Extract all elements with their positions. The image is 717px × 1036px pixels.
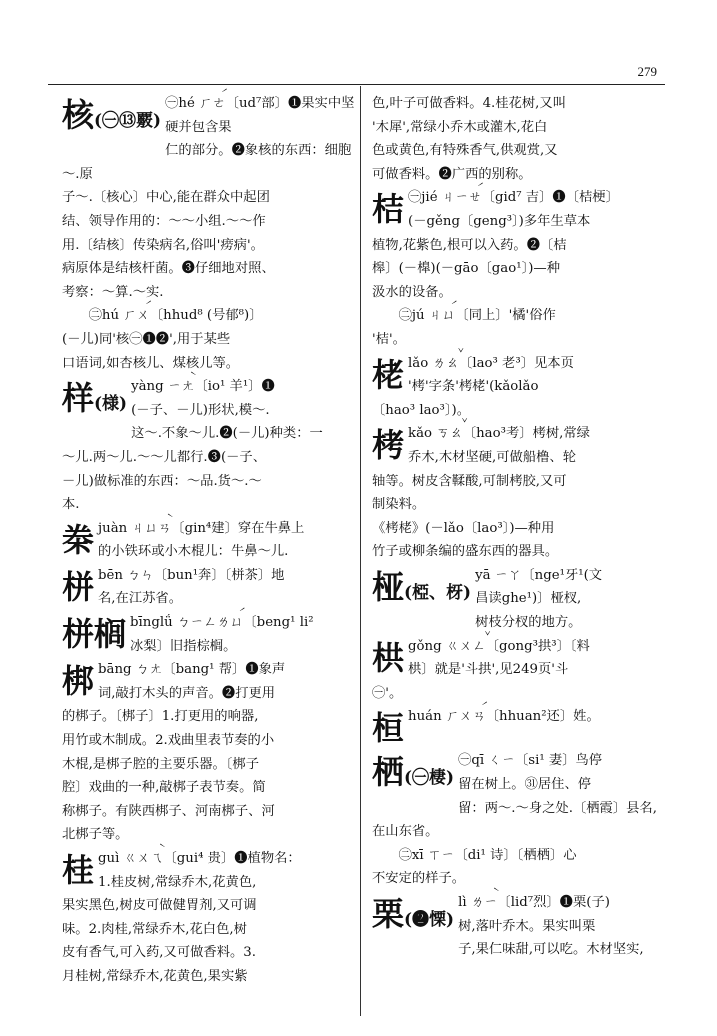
headword: 栟榈: [62, 615, 127, 654]
entry-line: juàn ㄐㄩㄢ̀〔gin⁴建〕穿在牛鼻上: [98, 520, 305, 536]
entry-line: ㊀'。: [372, 685, 403, 701]
entry-line: 病原体是结核杆菌。❸仔细地对照、: [62, 261, 275, 277]
headword-variant: (❷慄): [404, 910, 455, 930]
dictionary-entry: [62, 847, 356, 989]
entry-line: 在山东省。: [372, 824, 439, 840]
entry-line: 轴等。树皮含鞣酸,可制栲胶,又可: [372, 473, 567, 489]
entry-line: 可做香料。❷广西的别称。: [372, 166, 532, 182]
dictionary-entry: [62, 92, 356, 304]
entry-line: guì ㄍㄨㄟ̀〔gui⁴ 贵〕❶植物名：: [98, 851, 301, 866]
entry-line: '木犀',常绿小乔木或灌木,花白: [372, 119, 548, 135]
entry-line: 皮有香气,可入药,又可做香料。3.: [62, 945, 256, 961]
entry-line: bīnglǘ ㄅㄧㄥㄌㄩ́〔beng¹ li²: [130, 615, 314, 631]
entry-line: 口语词,如杏核儿、煤核儿等。: [62, 355, 240, 371]
entry-line: 木棍,是梆子腔的主要乐器。〔梆子: [62, 756, 260, 772]
entry-line: 槔〕(－橰)(－gāo〔gao¹〕)—种: [372, 261, 560, 277]
headword: 栗(❷慄): [372, 895, 455, 933]
entry-line: 冰梨〕旧指棕榈。: [130, 638, 237, 654]
header-rule: [48, 84, 665, 85]
dictionary-entry: [372, 304, 668, 351]
entry-line: 词,敲打木头的声音。❷打更用: [98, 685, 276, 701]
entry-line: ㊀qī ㄑㄧ〔si¹ 妻〕鸟停: [458, 753, 603, 769]
headword: 栳: [372, 355, 405, 394]
entry-line: 树枝分杈的地方。: [475, 615, 582, 631]
entry-line: 用竹或木制成。2.戏曲里表节奏的小: [62, 733, 275, 749]
dictionary-entry: [372, 92, 668, 186]
headword: 桔: [372, 190, 405, 229]
entry-line: 称梆子。有陕西梆子、河南梆子、河: [62, 803, 275, 819]
entry-line: gǒng ㄍㄨㄥ̌〔gong³拱³〕〔料: [408, 638, 590, 654]
dictionary-entry: [372, 705, 668, 749]
headword: 桠(椏、枒): [372, 567, 472, 606]
entry-line: 本.: [62, 497, 80, 513]
entry-line: 这～.不象～儿.❷(－儿)种类：一: [131, 426, 323, 442]
headword-variant: (様): [94, 394, 128, 415]
entry-line: 用.〔结核〕传染病名,俗叫'痨病'。: [62, 237, 264, 253]
entry-line: ㊀hé ㄏㄜ́〔ud⁷部〕❶果实中坚硬并包含果: [165, 96, 355, 135]
headword: 桂: [62, 851, 95, 889]
entry-line: 结、领导作用的：～～小组.～～作: [62, 213, 266, 229]
headword: 桊: [62, 520, 95, 559]
entry-line: 色或黄色,有特殊香气,供观赏,又: [372, 143, 558, 159]
entry-line: 名,在江苏省。: [98, 591, 183, 607]
entry-line: 〔hao³ lao³〕)。: [372, 402, 470, 418]
entry-line: (－gěng〔geng³〕)多年生草本: [408, 213, 591, 229]
dictionary-entry: [62, 304, 356, 375]
entry-line: yàng ㄧㄤ̀〔io¹ 羊¹〕❶: [131, 379, 275, 395]
headword: 核(㊀⑬覈): [62, 96, 162, 134]
entry-line: 子,果仁味甜,可以吃。木材坚实,: [458, 942, 644, 958]
dictionary-entry: [62, 564, 356, 611]
entry-line: 制染料。: [372, 497, 426, 513]
headword: 桓: [372, 709, 405, 748]
right-column: [372, 92, 668, 962]
dictionary-entry: [372, 635, 668, 706]
dictionary-entry: [372, 422, 668, 564]
headword: 栖(㊀棲): [372, 753, 455, 792]
dictionary-entry: [62, 375, 356, 517]
entry-line: 仁的部分。❷象核的东西：细胞～.原: [62, 143, 352, 182]
entry-line: bāng ㄅㄤ〔bang¹ 帮〕❶象声: [98, 662, 286, 678]
entry-line: bēn ㄅㄣ〔bun¹奔〕〔栟茶〕地: [98, 567, 285, 583]
entry-line: 留：两～.～身之处.〔栖霞〕县名,: [458, 800, 657, 816]
entry-line: 色,叶子可做香料。4.桂花树,又叫: [372, 96, 566, 111]
entry-line: 留在树上。㉛居住、停: [458, 777, 592, 793]
entry-line: 昌读ghe¹)〕桠杈,: [475, 591, 582, 607]
entry-line: ㊀jié ㄐㄧㄝ́〔gid⁷ 吉〕❶〔桔梗〕: [408, 190, 619, 206]
headword: 栱: [372, 638, 405, 677]
headword-variant: (㊀棲): [404, 768, 455, 789]
headword: 梆: [62, 662, 95, 701]
entry-line: 考察：～算.～实.: [62, 284, 164, 300]
entry-line: (－子、－儿)形状,模～.: [131, 402, 270, 418]
headword-variant: (椏、枒): [404, 582, 472, 603]
entry-line: 竹子或柳条编的盛东西的器具。: [372, 544, 559, 560]
entry-line: 栱〕就是'斗拱',见249页'斗: [408, 662, 569, 678]
entry-line: '桔'。: [372, 331, 406, 347]
column-divider: [360, 86, 361, 1016]
entry-line: 植物,花紫色,根可以入药。❷〔桔: [372, 237, 567, 253]
entry-line: yā ㄧㄚ〔nge¹牙¹(文: [475, 567, 603, 583]
entry-line: 北梆子等。: [62, 827, 129, 843]
entry-line: (－儿)同'核㊀❶❷',用于某些: [62, 331, 231, 347]
entry-line: －儿)做标准的东西：～品.货～.～: [62, 473, 262, 489]
headword: 样(様): [62, 379, 128, 418]
entry-line: 《栲栳》(－lǎo〔lao³〕)—种用: [372, 520, 555, 536]
entry-line: 的梆子。〔梆子〕1.打更用的响器,: [62, 709, 259, 725]
headword-variant: (㊀⑬覈): [94, 111, 162, 131]
dictionary-entry: [372, 186, 668, 304]
entry-line: 1.桂皮树,常绿乔木,花黄色,: [98, 874, 257, 890]
entry-line: 不安定的样子。: [372, 871, 466, 887]
entry-line: 汲水的设备。: [372, 284, 452, 300]
entry-line: '栲'字条'栲栳'(kǎolǎo: [408, 379, 539, 395]
dictionary-entry: [62, 611, 356, 658]
entry-line: 子～.〔核心〕中心,能在群众中起团: [62, 190, 270, 206]
entry-line: ～儿.两～儿.～～儿都行.❸(－子、: [62, 449, 267, 465]
dictionary-entry: [372, 844, 668, 891]
dictionary-entry: [372, 564, 668, 635]
dictionary-entry: [372, 352, 668, 423]
dictionary-entry: [62, 658, 356, 847]
entry-line: 树,落叶乔木。果实叫栗: [458, 918, 596, 934]
entry-line: 乔木,木材坚硬,可做船橹、轮: [408, 449, 577, 465]
dictionary-entry: [372, 749, 668, 843]
entry-line: ㊁xī ㄒㄧ〔di¹ 诗〕〔栖栖〕心: [398, 847, 577, 863]
left-column: [62, 92, 356, 989]
entry-line: 的小铁环或小木棍儿：牛鼻～儿.: [98, 544, 289, 560]
entry-line: ㊁hú ㄏㄨ́〔hhud⁸ (号郁⁸)〕: [88, 308, 263, 324]
dictionary-entry: [372, 891, 668, 962]
entry-line: lì ㄌㄧ̀〔lid⁷烈〕❶栗(子): [458, 895, 610, 910]
dictionary-entry: [62, 517, 356, 564]
headword: 栟: [62, 567, 95, 606]
entry-line: kǎo ㄎㄠ̌〔hao³考〕栲树,常绿: [408, 426, 590, 442]
entry-line: ㊁jú ㄐㄩ́〔同上〕'橘'俗作: [398, 308, 556, 324]
page-number: 279: [637, 64, 657, 79]
headword: 栲: [372, 426, 405, 465]
entry-line: 月桂树,常绿乔木,花黄色,果实紫: [62, 968, 248, 984]
entry-line: 味。2.肉桂,常绿乔木,花白色,树: [62, 921, 247, 937]
entry-line: huán ㄏㄨㄢ́〔hhuan²还〕姓。: [408, 709, 600, 725]
entry-line: 果实黑色,树皮可做健胃剂,又可调: [62, 898, 257, 914]
entry-line: 腔〕戏曲的一种,敲梆子表节奏。简: [62, 780, 266, 796]
entry-line: lǎo ㄌㄠ̌〔lao³ 老³〕见本页: [408, 355, 574, 371]
